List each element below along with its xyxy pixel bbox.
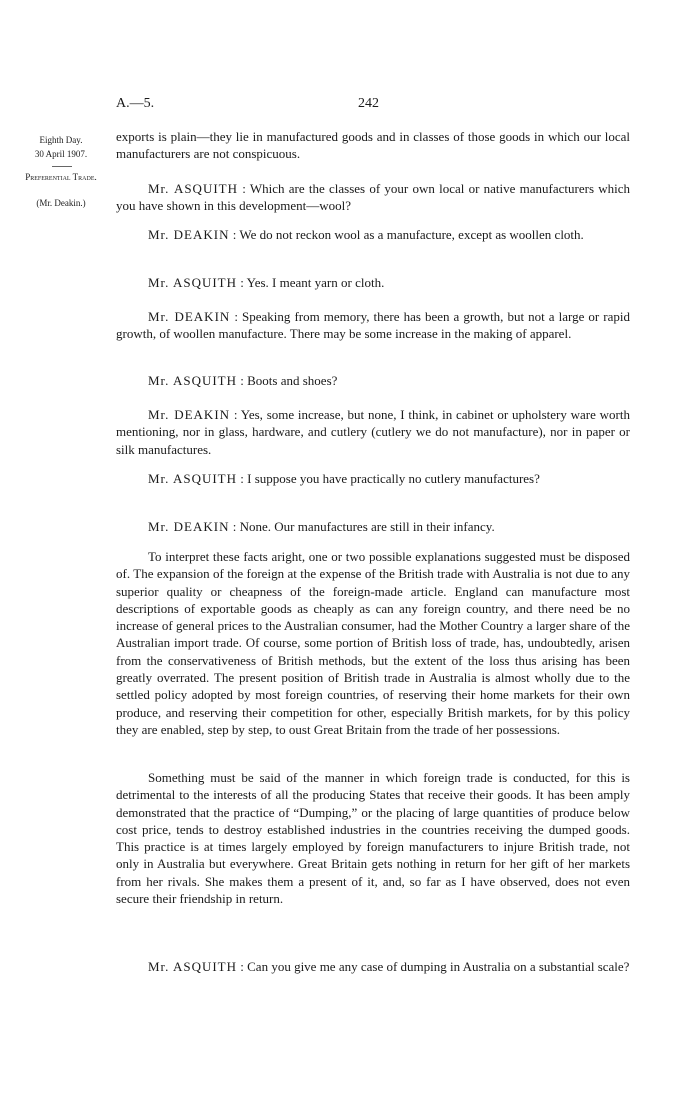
paragraph-text: : None. Our manufactures are still in their infancy.	[232, 519, 495, 534]
margin-speaker: (Mr. Deakin.)	[36, 198, 86, 208]
paragraph	[116, 308, 630, 343]
paragraph	[116, 372, 630, 389]
margin-date: 30 April 1907.	[34, 149, 88, 159]
paragraph-text: : Yes, some increase, but none, I think, in cabinet or upholstery ware worth mentioning, nor in glass, hardware, and cutlery (cutlery we do not manufacture), nor in paper or silk manufactures.	[116, 407, 630, 457]
margin-divider	[52, 166, 72, 167]
speaker-name: Mr. ASQUITH	[148, 959, 238, 974]
paragraph	[116, 769, 630, 907]
speaker-name: Mr. ASQUITH	[148, 181, 238, 196]
paragraph	[116, 274, 630, 291]
header-ref: A.—5.	[116, 96, 155, 111]
paragraph	[116, 958, 630, 975]
speaker-name: Mr. ASQUITH	[148, 373, 238, 388]
paragraph	[116, 226, 630, 243]
paragraph-text: : We do not reckon wool as a manufacture, except as woollen cloth.	[232, 227, 584, 242]
speaker-name: Mr. DEAKIN	[148, 227, 230, 242]
paragraph-text: : Can you give me any case of dumping in Australia on a substantial scale?	[240, 959, 630, 974]
speaker-name: Mr. DEAKIN	[148, 309, 231, 324]
paragraph	[116, 548, 630, 738]
page-number: 242	[358, 96, 379, 111]
paragraph-text: exports is plain—they lie in manufactured goods and in classes of those goods in which our local manufacturers are not conspicuous.	[116, 129, 630, 162]
paragraph	[116, 470, 630, 487]
paragraph-text: Something must be said of the manner in which foreign trade is conducted, for this is detrimental to the interests of all the producing States that receive their goods. It has been amply demonstrated that the practice of “Dumping,” or the placing of large quantities of produce below cost price, tends to destroy established industries in the countries receiving the dumped goods. This practice is at times largely employed by foreign manufacturers to injure British trade, not only in Australia but everywhere. Great Britain gets nothing in return for her gift of her markets from her rivals. She makes them a present of it, and, so far as I have observed, does not even secure their friendship in return.	[116, 770, 630, 907]
paragraph-text: : I suppose you have practically no cutlery manufactures?	[240, 471, 540, 486]
speaker-name: Mr. ASQUITH	[148, 275, 238, 290]
paragraph-text: : Yes. I meant yarn or cloth.	[240, 275, 385, 290]
paragraph	[116, 406, 630, 458]
paragraph	[116, 128, 630, 163]
paragraph	[116, 180, 630, 215]
margin-day: Eighth Day.	[39, 135, 83, 145]
speaker-name: Mr. DEAKIN	[148, 519, 230, 534]
paragraph	[116, 518, 630, 535]
speaker-name: Mr. ASQUITH	[148, 471, 238, 486]
paragraph-text: : Speaking from memory, there has been a growth, but not a large or rapid growth, of woollen manufacture. There may be some increase in the making of apparel.	[116, 309, 631, 342]
paragraph-text: : Which are the classes of your own local or native manufacturers which you have shown in this development—wool?	[116, 181, 631, 214]
speaker-name: Mr. DEAKIN	[148, 407, 231, 422]
paragraph-text: To interpret these facts aright, one or two possible explanations suggested must be disposed of. The expansion of the foreign at the expense of the British trade with Australia is not due to any superior quality or cheapness of the foreign-made article. England can manufacture most descriptions of exportable goods as cheaply as can any foreign country, and there need be no increase of general prices to the Australian consumer, had the Mother Country a larger share of the Australian import trade. Of course, some portion of British loss of trade, has, undoubtedly, arisen from the conservativeness of British methods, but the extent of the loss thus arising has been greatly overrated. The present position of British trade in Australia is almost wholly due to the settled policy adopted by most foreign countries, of reserving their home markets for their own produce, and reserving their competition for other, especially British markets, for by this policy they are enabled, step by step, to oust Great Britain from the trade of her possessions.	[116, 549, 630, 737]
margin-topic: Preferential Trade.	[25, 172, 97, 182]
paragraph-text: : Boots and shoes?	[240, 373, 338, 388]
